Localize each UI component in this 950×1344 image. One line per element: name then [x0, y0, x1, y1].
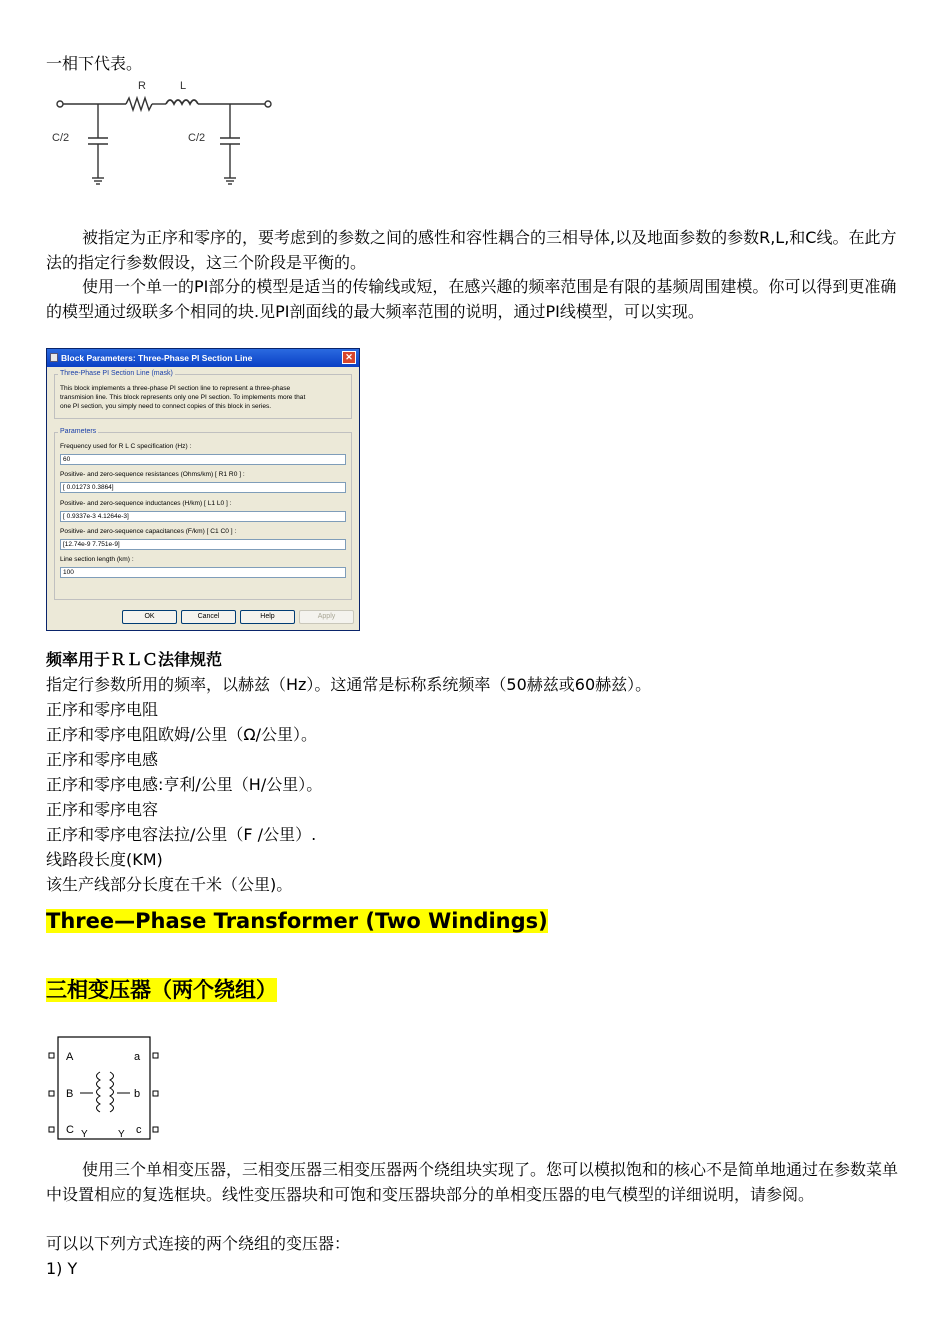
ok-button[interactable]: OK: [122, 610, 177, 624]
frequency-input[interactable]: 60: [60, 454, 346, 465]
inductor-label: L: [180, 80, 187, 92]
dialog-title-bar[interactable]: [47, 349, 359, 367]
description-line-2: transmision line. This block represents only one PI section. To implements more that: [60, 394, 306, 401]
list-item: 正序和零序电感: [46, 750, 159, 769]
port-a-upper: A: [66, 1051, 74, 1063]
port-c-lower: c: [136, 1124, 142, 1136]
list-item: 正序和零序电容: [46, 800, 159, 819]
list-item: 线路段长度(KM): [46, 850, 163, 869]
capacitor-left-label: C/2: [52, 132, 70, 144]
line-length-input[interactable]: 100: [60, 567, 346, 578]
list-item: 正序和零序电容法拉/公里（F /公里）.: [46, 825, 317, 844]
line-length-label: Line section length (km) :: [60, 556, 134, 563]
mask-group-label: Three-Phase PI Section Line (mask): [60, 370, 173, 377]
parameters-group-label: Parameters: [60, 428, 97, 435]
description-line-1: This block implements a three-phase PI section line to represent a three-phase: [60, 385, 291, 392]
list-item: 正序和零序电感:亨利/公里（H/公里）。: [46, 775, 323, 794]
list-item: 正序和零序电阻欧姆/公里（Ω/公里）。: [46, 725, 318, 744]
close-icon[interactable]: ✕: [342, 351, 356, 364]
dialog-title: Block Parameters: Three-Phase PI Section Line: [61, 353, 253, 363]
chinese-heading: 三相变压器（两个绕组）: [46, 978, 277, 1002]
pi-circuit-diagram: [46, 74, 286, 192]
list-item: 正序和零序电阻: [46, 700, 159, 719]
inductance-input[interactable]: [ 0.9337e-3 4.1264e-3]: [60, 511, 346, 522]
winding1-connection: Y: [81, 1129, 88, 1140]
port-b-lower: b: [134, 1088, 141, 1100]
inductance-label: Positive- and zero-sequence inductances (H/km) [ L1 L0 ] :: [60, 500, 232, 507]
resistance-label: Positive- and zero-sequence resistances (Ohms/km) [ R1 R0 ] :: [60, 471, 245, 478]
resistor-label: R: [138, 80, 146, 92]
english-heading: Three—Phase Transformer (Two Windings): [46, 909, 548, 933]
help-button[interactable]: Help: [240, 610, 295, 624]
list-item: 指定行参数所用的频率，以赫兹（Hz）。这通常是标称系统频率（50赫兹或60赫兹）。: [46, 675, 652, 694]
list-item-1: 1) Y: [46, 1259, 78, 1278]
port-c-upper: C: [66, 1124, 74, 1136]
paragraph-1: 被指定为正序和零序的，要考虑到的参数之间的感性和容性耦合的三相导体,以及地面参数的参数R,L,和C线。在此方法的指定行参数假设，这三个阶段是平衡的。: [46, 228, 897, 272]
intro-text: 一相下代表。: [46, 54, 143, 73]
resistance-input[interactable]: [ 0.01273 0.3864]: [60, 482, 346, 493]
capacitor-right-label: C/2: [188, 132, 206, 144]
list-item: 该生产线部分长度在千米（公里)。: [46, 875, 293, 894]
winding2-connection: Y: [118, 1129, 125, 1140]
frequency-heading: 频率用于ＲＬＣ法律规范: [46, 650, 223, 669]
connect-text: 可以以下列方式连接的两个绕组的变压器：: [46, 1234, 351, 1253]
cancel-button[interactable]: Cancel: [181, 610, 236, 624]
capacitance-input[interactable]: [12.74e-9 7.751e-9]: [60, 539, 346, 550]
port-b-upper: B: [66, 1088, 74, 1100]
three-phase-transformer-block: [46, 1034, 162, 1144]
apply-button[interactable]: Apply: [299, 610, 354, 624]
mask-description-group: [54, 370, 352, 419]
port-a-lower: a: [134, 1051, 141, 1063]
window-icon: [50, 353, 58, 362]
frequency-label: Frequency used for R L C specification (Hz) :: [60, 443, 192, 450]
block-parameters-dialog: [46, 348, 360, 631]
paragraph-2: 使用一个单一的PI部分的模型是适当的传输线或短，在感兴趣的频率范围是有限的基频周围建模。你可以得到更准确的模型通过级联多个相同的块.见PI剖面线的最大频率范围的说明，通过PI线模型，可以实现。: [46, 277, 897, 321]
capacitance-label: Positive- and zero-sequence capacitances (F/km) [ C1 C0 ] :: [60, 528, 237, 535]
description-line-3: one PI section, you simply need to connect copies of this block in series.: [60, 403, 272, 410]
paragraph-3: 使用三个单相变压器，三相变压器三相变压器两个绕组块实现了。您可以模拟饱和的核心不是简单地通过在参数菜单中设置相应的复选框块。线性变压器块和可饱和变压器块部分的单相变压器的电气模型的详细说明，请参阅。: [46, 1160, 899, 1204]
